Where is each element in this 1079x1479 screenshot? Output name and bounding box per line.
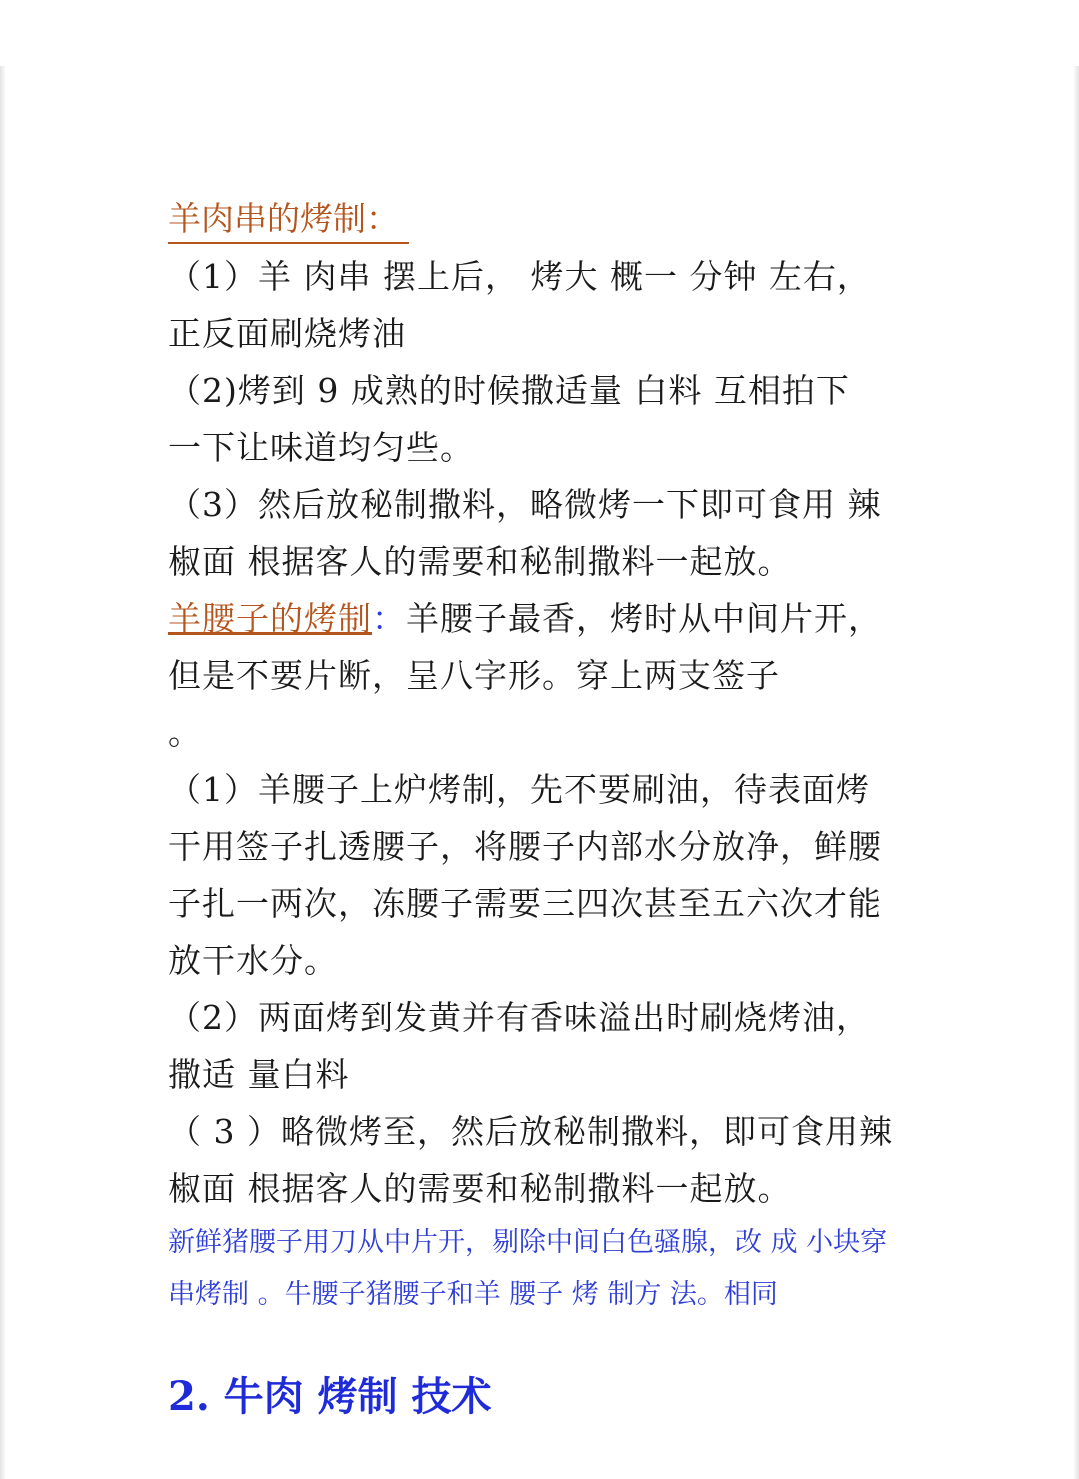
pork-kidney-note (168, 1217, 958, 1321)
text-line: 子扎一两次，冻腰子需要三四次甚至五六次才能 (168, 884, 882, 923)
lamb-kidney-intro-line (168, 590, 958, 647)
lamb-skewer-heading: 羊肉串的烤制： (168, 190, 409, 244)
page-right-edge (1073, 66, 1079, 1479)
text-line: 椒面 根据客人的需要和秘制撒料一起放。 (168, 1169, 792, 1208)
text-line: 正反面刷烧烤油 (168, 314, 406, 353)
text-line: （2)烤到 9 成熟的时候撒适量 白料 互相拍下 (168, 371, 850, 410)
section-2-title: 2. 牛肉 烤制 技术 (168, 1373, 492, 1420)
lamb-kidney-heading: 羊腰子的烤制 (168, 599, 372, 638)
text-line: （ 3 ）略微烤至，然后放秘制撒料，即可食用辣 (168, 1112, 893, 1151)
lamb-skewer-section (168, 190, 958, 590)
lamb-kidney-intro-text: 羊腰子最香，烤时从中间片开， (406, 599, 882, 638)
document-content (168, 190, 958, 1427)
text-line: 一下让味道均匀些。 (168, 428, 474, 467)
page-left-edge (0, 66, 6, 1479)
text-line: 但是不要片断，呈八字形。穿上两支签子 (168, 656, 780, 695)
text-line: 。 (168, 713, 202, 752)
text-line: （1）羊腰子上炉烤制，先不要刷油，待表面烤 (168, 770, 870, 809)
text-line: 椒面 根据客人的需要和秘制撒料一起放。 (168, 542, 792, 581)
lamb-kidney-section (168, 590, 958, 1217)
lamb-kidney-heading-colon: ： (372, 599, 406, 638)
text-line: （3）然后放秘制撒料，略微烤一下即可食用 辣 (168, 485, 882, 524)
text-line: 放干水分。 (168, 941, 338, 980)
note-line: 新鲜猪腰子用刀从中片开，剔除中间白色骚腺，改 成 小块穿 (168, 1227, 888, 1258)
text-line: 撒适 量白料 (168, 1055, 350, 1094)
note-line: 串烤制 。牛腰子猪腰子和羊 腰子 烤 制方 法。相同 (168, 1279, 778, 1310)
text-line: （2）两面烤到发黄并有香味溢出时刷烧烤油， (168, 998, 870, 1037)
text-line: 干用签子扎透腰子，将腰子内部水分放净，鲜腰 (168, 827, 882, 866)
text-line: （1）羊 肉串 摆上后， 烤大 概一 分钟 左右， (168, 257, 871, 296)
